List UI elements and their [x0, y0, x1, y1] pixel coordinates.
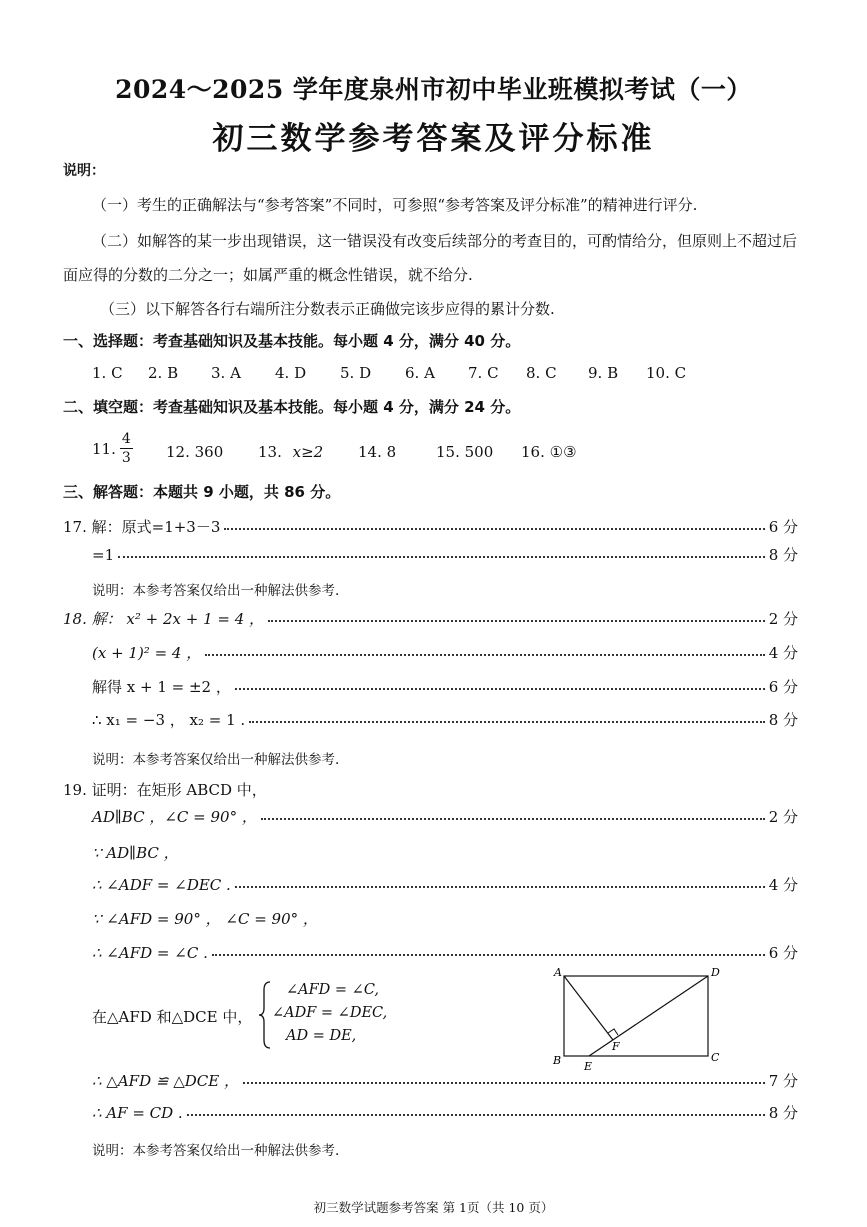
leader-dots — [205, 654, 764, 656]
mc-answer: 8. C — [526, 364, 557, 382]
mc-answer: 10. C — [646, 364, 687, 382]
q18-note: 说明：本参考答案仅给出一种解法供参考. — [92, 752, 340, 768]
leader-dots — [187, 1114, 765, 1116]
q18-line-3 — [92, 676, 798, 697]
label-e: E — [584, 1060, 593, 1073]
right-angle-mark — [608, 1029, 618, 1035]
q18-line-1 — [63, 608, 798, 629]
leader-dots — [235, 688, 765, 690]
q19-line-3 — [92, 874, 798, 895]
score: 2 分 — [768, 808, 798, 826]
segment-af — [564, 976, 613, 1040]
score: 8 分 — [768, 711, 798, 729]
step-text: =1 — [92, 545, 115, 564]
step-text: 解得 x + 1 = ±2 ， — [92, 678, 231, 696]
label-a: A — [554, 966, 562, 979]
q17-line-2 — [92, 544, 798, 565]
intro-note-3: （三）以下解答各行右端所注分数表示正确做完该步应得的累计分数. — [100, 300, 555, 318]
q19-line-7 — [92, 1070, 798, 1091]
score: 4 分 — [768, 876, 798, 894]
q18-line-2 — [92, 642, 798, 663]
step-text: AD∥BC ，∠C = 90° ， — [92, 808, 257, 826]
step-text: ∴ x₁ = −3 ， x₂ = 1 . — [92, 711, 246, 729]
score: 8 分 — [768, 1104, 798, 1122]
fraction-numerator: 4 — [121, 431, 131, 447]
document-title: 初三数学参考答案及评分标准 — [212, 121, 655, 157]
segment-de — [589, 976, 708, 1056]
score: 7 分 — [768, 1072, 798, 1090]
intro-note-2a: （二）如解答的某一步出现错误，这一错误没有改变后续部分的考查目的，可酌情给分，但原则上不超过后 — [92, 232, 798, 250]
mc-answer: 4. D — [275, 364, 307, 382]
left-brace-icon — [258, 980, 272, 1050]
mc-answer: 9. B — [588, 364, 619, 382]
question-number: 13. — [258, 443, 282, 461]
label-b: B — [553, 1054, 562, 1067]
q17-line-1 — [63, 516, 798, 537]
score: 4 分 — [768, 644, 798, 662]
leader-dots — [118, 556, 765, 558]
leader-dots — [249, 721, 764, 723]
score: 8 分 — [768, 546, 798, 564]
step-text: ∴ △AFD ≌ △DCE ， — [92, 1072, 239, 1090]
exam-title: 2024～2025 学年度泉州市初中毕业班模拟考试（一） — [115, 75, 752, 104]
label-c: C — [711, 1051, 720, 1064]
step-text: ∴ ∠AFD = ∠C . — [92, 943, 208, 962]
score: 6 分 — [768, 518, 798, 536]
fraction-denominator: 3 — [121, 450, 131, 466]
fraction — [120, 432, 133, 465]
leader-dots — [268, 620, 765, 622]
q19-line-1 — [92, 806, 798, 827]
intro-label: 说明： — [63, 163, 105, 179]
step-text: 18. 解： x² + 2x + 1 = 4 ， — [63, 610, 265, 628]
score: 2 分 — [768, 610, 798, 628]
rectangle-abcd — [564, 976, 708, 1056]
fill-answer-12: 12. 360 — [166, 443, 224, 461]
mc-answer: 7. C — [468, 364, 499, 382]
mc-answer: 5. D — [340, 364, 372, 382]
score: 6 分 — [768, 944, 798, 962]
fill-answer-14: 14. 8 — [358, 443, 397, 461]
intro-note-2b: 面应得的分数的二分之一；如属严重的概念性错误，就不给分. — [63, 266, 473, 284]
fill-answer-15: 15. 500 — [436, 443, 494, 461]
page-footer: 初三数学试题参考答案 第 1页（共 10 页） — [313, 1200, 554, 1215]
question-number: 11. — [92, 439, 116, 458]
leader-dots — [243, 1082, 765, 1084]
section-2-heading: 二、填空题：考查基础知识及基本技能。每小题 4 分，满分 24 分。 — [63, 398, 521, 416]
fill-answer-13 — [258, 443, 323, 461]
rectangle-figure — [552, 964, 742, 1074]
section-1-heading: 一、选择题：考查基础知识及基本技能。每小题 4 分，满分 40 分。 — [63, 332, 521, 350]
leader-dots — [212, 954, 765, 956]
answer-value: x≥2 — [292, 443, 324, 461]
q19-line-5 — [92, 942, 798, 963]
q19-line-4: ∵ ∠AFD = 90° ， ∠C = 90° ， — [92, 910, 318, 928]
q19-line-0: 19. 证明：在矩形 ABCD 中， — [63, 781, 267, 799]
q19-line-8 — [92, 1102, 798, 1123]
system-equation-1: ∠AFD = ∠C, — [286, 982, 380, 998]
mc-answer: 6. A — [405, 364, 435, 382]
mc-answer: 3. A — [211, 364, 241, 382]
q18-line-4 — [92, 709, 798, 730]
leader-dots — [224, 528, 764, 530]
system-equation-3: AD = DE, — [286, 1028, 357, 1044]
step-text: ∴ AF = CD . — [92, 1103, 183, 1122]
q19-line-2: ∵ AD∥BC ， — [92, 844, 179, 862]
q17-note: 说明：本参考答案仅给出一种解法供参考. — [92, 583, 340, 599]
mc-answer: 2. B — [148, 364, 179, 382]
intro-note-1: （一）考生的正确解法与“参考答案”不同时，可参照“参考答案及评分标准”的精神进行评分. — [92, 196, 698, 214]
equation-system — [258, 980, 388, 1050]
q19-line-6: 在△AFD 和△DCE 中， — [92, 1008, 253, 1026]
fill-answer-11 — [92, 432, 133, 465]
mc-answer: 1. C — [92, 364, 123, 382]
label-d: D — [711, 966, 720, 979]
leader-dots — [235, 886, 765, 888]
leader-dots — [261, 818, 765, 820]
fill-answer-16: 16. ①③ — [521, 443, 577, 461]
label-f: F — [612, 1040, 620, 1053]
step-text: ∴ ∠ADF = ∠DEC . — [92, 875, 231, 894]
step-text: (x + 1)² = 4 ， — [92, 644, 202, 662]
system-equation-2: ∠ADF = ∠DEC, — [272, 1005, 388, 1021]
step-text: 17. 解：原式=1+3－3 — [63, 518, 221, 536]
score: 6 分 — [768, 678, 798, 696]
q19-note: 说明：本参考答案仅给出一种解法供参考. — [92, 1143, 340, 1159]
section-3-heading: 三、解答题：本题共 9 小题，共 86 分。 — [63, 483, 341, 501]
